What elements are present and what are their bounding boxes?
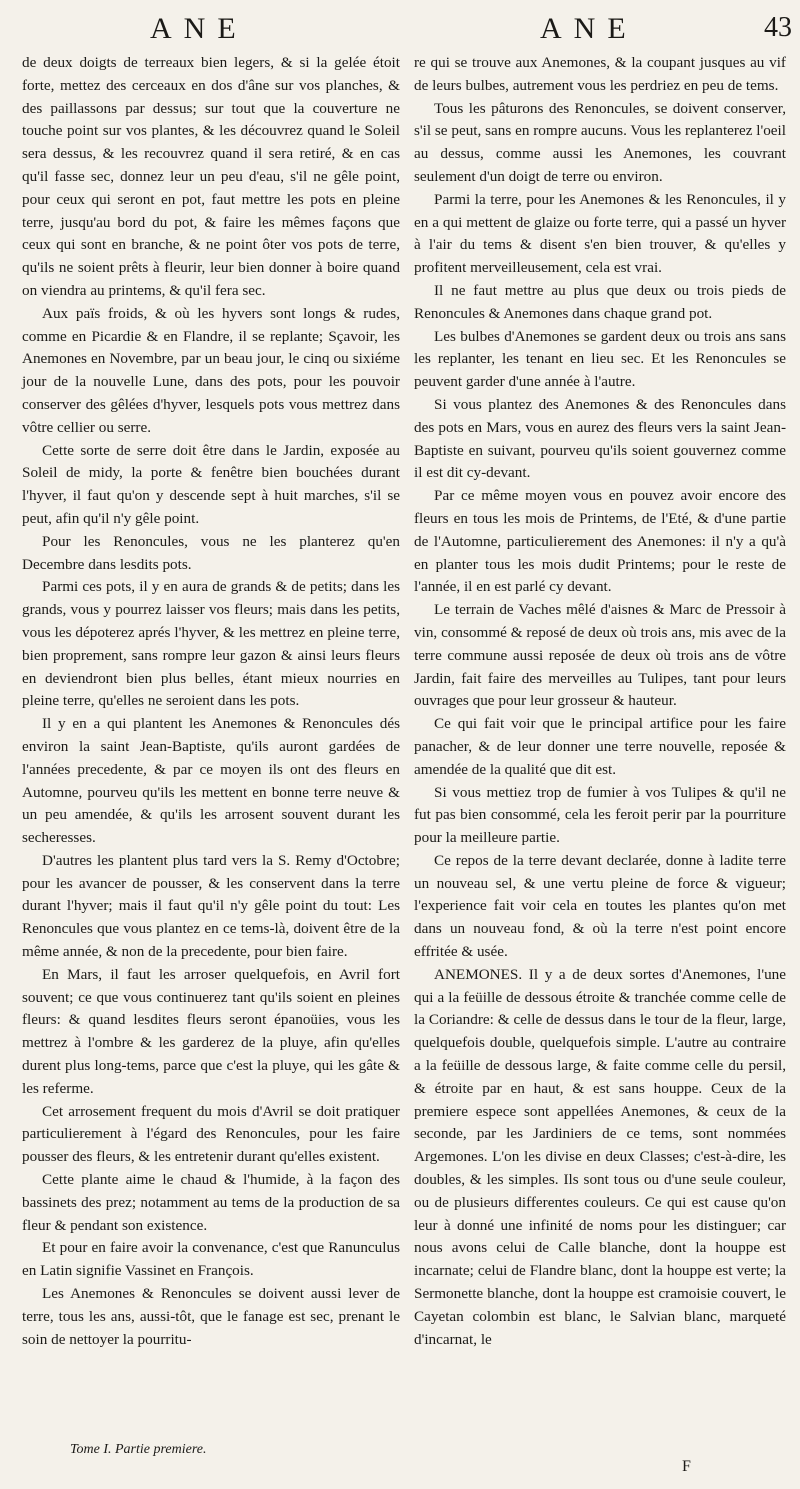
paragraph-anemones-entry: ANEMONES. Il y a de deux sortes d'Anemones, l'une qui a la feüille de dessous étroite & tranchée comme celle de la Coriandre: & celle de dessus dans le tour de la fleur, large, quelquefois double, quelquefois simple. L'autre au contraire a la feüille de dessous large, & faite comme celle du persil, & étroite par en haut, & est sans houppe. Ceux de la premiere espece sont appellées Anemones, & ceux de la seconde, par les Jardiniers de ce tems, sont nommées Argemones. L'on les divise en deux Classes; c'est-à-dire, les doubles, & les simples. Ils sont tous ou d'une seule couleur, ou de plusieurs differentes couleurs. Ce qui est cause qu'on leur à donné une infinité de noms pour les distinguer; car nous avons celui de Calle blanche, dont la houppe est incarnate; celui de Flandre blanc, dont la houppe est verte; la Sermonette blanche, dont la houppe est cramoisie couvert, le Cayetan colombin est blanc, le Salvian blanc, marqueté d'incarnat, le: [414, 965, 786, 1348]
paragraph: Parmi ces pots, il y en aura de grands & de petits; dans les grands, vous y pourrez laisser vos fleurs; mais dans les petits, vous les dépoterez aprés l'hyver, & les mettrez en pleine terre, bien proprement, sans rompre leur gazon & ainsi leurs fleurs en deviendront bien plus belles, étant mieux nourries en pleine terre, qu'elles ne seroient dans les pots.: [22, 578, 400, 710]
paragraph: Cet arrosement frequent du mois d'Avril se doit pratiquer particulierement à l'égard des Renoncules, pour les faire pousser des fleurs, & les entretenir durant qu'elles existent.: [22, 1102, 400, 1166]
volume-footer: Tome I. Partie premiere.: [70, 1442, 207, 1457]
paragraph: Les bulbes d'Anemones se gardent deux ou trois ans sans les replanter, les tenant en lieu sec. Et les Renoncules se peuvent garder d'une année à l'autre.: [414, 327, 786, 391]
left-column: [22, 52, 400, 1351]
paragraph: Pour les Renoncules, vous ne les planterez qu'en Decembre dans lesdits pots.: [22, 532, 400, 573]
paragraph: Il ne faut mettre au plus que deux ou trois pieds de Renoncules & Anemones dans chaque grand pot.: [414, 281, 786, 322]
right-column: [414, 52, 786, 1351]
paragraph: Tous les pâturons des Renoncules, se doivent conserver, s'il se peut, sans en rompre aucuns. Vous les replanterez l'oeil au dessus, comme aussi les Anemones, les couvrant seulement d'un doigt de terre ou environ.: [414, 99, 786, 185]
paragraph: En Mars, il faut les arroser quelquefois, en Avril fort souvent; ce que vous continuerez tant qu'ils soient en pleines fleurs: & quand lesdites fleurs seront épanoüies, vous les mettrez à l'ombre & les garderez de la pluye, afin qu'elles durent plus long-tems, parce que c'est la pluye, qui les gâte & les referme.: [22, 965, 400, 1097]
paragraph: Si vous mettiez trop de fumier à vos Tulipes & qu'il ne fut pas bien consommé, cela les feroit perir par la pourriture pour la meilleure partie.: [414, 783, 786, 847]
signature-mark: F: [682, 1458, 691, 1475]
paragraph: Il y en a qui plantent les Anemones & Renoncules dés environ la saint Jean-Baptiste, qu'ils auront gardées de l'années precedente, & par ce moyen ils ont des fleurs en Automne, pourveu qu'ils les mettent en bonne terre neuve & un peu amendée, & qu'ils les arrosent souvent durant les secheresses.: [22, 715, 400, 847]
paragraph: D'autres les plantent plus tard vers la S. Remy d'Octobre; pour les avancer de pousser, & les conservent dans la terre durant l'hyver; mais il faut qu'il n'y gêle point du tout: Les Renoncules que vous plantez en ce tems-là, doivent être de la même année, & non de la precedente, pour bien faire.: [22, 851, 400, 961]
paragraph: Ce qui fait voir que le principal artifice pour les faire panacher, & de leur donner une terre nouvelle, reposée & amendée de la qualité que dit est.: [414, 715, 786, 778]
running-head-right: ANE: [540, 12, 638, 45]
paragraph: Les Anemones & Renoncules se doivent aussi lever de terre, tous les ans, aussi-tôt, que le fanage est sec, prenant le soin de nettoyer la pourritu-: [22, 1285, 400, 1348]
paragraph: Parmi la terre, pour les Anemones & les Renoncules, il y en a qui mettent de glaize ou forte terre, qui a passé un hyver à l'air du tems & disent s'en bien trouver, & qu'elles y profitent merveilleusement, cela est vrai.: [414, 190, 786, 277]
paragraph: Si vous plantez des Anemones & des Renoncules dans des pots en Mars, vous en aurez des fleurs vers la saint Jean-Baptiste en suivant, pourveu qu'ils soient gouvernez comme il est dit cy-devant.: [414, 395, 786, 482]
page-number: 43: [764, 12, 792, 43]
paragraph: de deux doigts de terreaux bien legers, & si la gelée étoit forte, mettez des cerceaux en dos d'âne sur vos planches, & des paillassons par dessus; sur tout que la couverture ne touche point sur vos plantes, & les découvrez quand le Soleil sera dessus, & les recouvrez quand il sera retiré, & en cas qu'il fasse sec, donnez leur un peu d'eau, s'il ne gêle point, pour ceux qui seront en pot, faut mettre les pots en pleine terre, jusqu'au bord du pot, & faire les mêmes façons que ceux qui sont en branche, & ne point ôter vos pots de terre, qu'ils ne soient prêts à fleurir, leur bien donner à boire quand on viendra au printems, & qu'il fera sec.: [22, 54, 400, 299]
paragraph: Ce repos de la terre devant declarée, donne à ladite terre un nouveau sel, & une vertu pleine de force & vigueur; l'experience fait voir cela en toutes les plantes qu'on met dans un nouveau fond, & où la terre n'est point encore effritée & usée.: [414, 851, 786, 961]
paragraph: re qui se trouve aux Anemones, & la coupant jusques au vif de leurs bulbes, autrement vous les perdriez en peu de tems.: [414, 54, 786, 94]
paragraph: Le terrain de Vaches mêlé d'aisnes & Marc de Pressoir à vin, consommé & reposé de deux où trois ans, mis avec de la terre commune aussi reposée de deux où trois ans de vôtre Jardin, fait faire des merveilles au Tulipes, tant pour leurs ouvrages que pour leur grosseur & hauteur.: [414, 601, 786, 710]
paragraph: Aux païs froids, & où les hyvers sont longs & rudes, comme en Picardie & en Flandre, il se replante; Sçavoir, les Anemones en Novembre, par un beau jour, le cinq ou sixiéme jour de la nouvelle Lune, dans des pots, pour les pouvoir conserver des gêlées d'hyver, lesquels pots vous mettrez dans vôtre cellier ou serre.: [22, 304, 400, 436]
paragraph: Cette sorte de serre doit être dans le Jardin, exposée au Soleil de midy, la porte & fenêtre bien bouchées durant l'hyver, il faut qu'on y descende sept à huit marches, s'il se peut, afin qu'il n'y gêle point.: [22, 441, 400, 527]
paragraph: Et pour en faire avoir la convenance, c'est que Ranunculus en Latin signifie Vassinet en François.: [22, 1239, 400, 1280]
running-head-left: ANE: [150, 12, 248, 45]
paragraph: Par ce même moyen vous en pouvez avoir encore des fleurs en tous les mois de Printems, de l'Eté, & d'une partie de l'Automne, particulierement des Anemones: il n'y a qu'à en planter tous les mois dudit Printems; pour le reste de l'année, il en est parlé cy devant.: [414, 487, 786, 596]
paragraph: Cette plante aime le chaud & l'humide, à la façon des bassinets des prez; notamment au tems de la production de sa fleur & pendant son existence.: [22, 1171, 400, 1234]
